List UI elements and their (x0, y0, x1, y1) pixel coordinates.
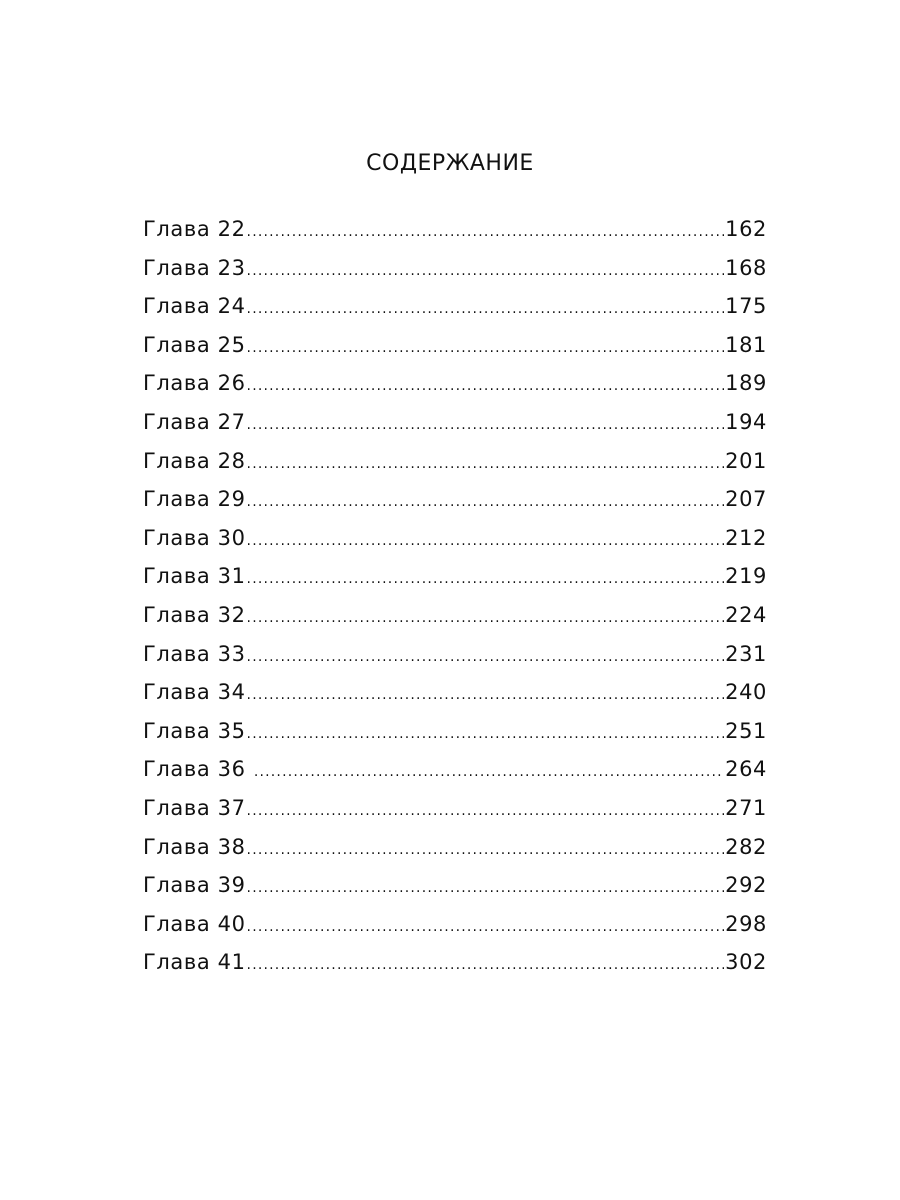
toc-entry (143, 712, 767, 751)
toc-chapter-label: Глава 33 (143, 641, 246, 666)
toc-dot-leader (247, 329, 725, 368)
toc-chapter-label: Глава 38 (143, 834, 246, 859)
toc-dot-leader (247, 869, 725, 908)
toc-entry (143, 635, 767, 674)
toc-page-number: 181 (725, 332, 767, 357)
toc-dot-leader (247, 560, 725, 599)
toc-page-number: 207 (725, 487, 767, 512)
toc-page-number: 201 (725, 448, 767, 473)
toc-entry (143, 596, 767, 635)
toc-dot-leader (247, 638, 725, 677)
toc-dot-leader (247, 290, 725, 329)
toc-dot-leader (247, 406, 725, 445)
toc-dot-leader (254, 753, 724, 792)
toc-page-number: 298 (725, 911, 767, 936)
toc-dot-leader (247, 792, 725, 831)
toc-dot-leader (247, 522, 725, 561)
toc-chapter-label: Глава 31 (143, 564, 246, 589)
toc-entry (143, 557, 767, 596)
toc-chapter-label: Глава 36 (143, 757, 253, 782)
toc-chapter-label: Глава 29 (143, 487, 246, 512)
toc-dot-leader (247, 715, 725, 754)
toc-dot-leader (247, 367, 725, 406)
toc-chapter-label: Глава 40 (143, 911, 246, 936)
toc-chapter-label: Глава 27 (143, 409, 246, 434)
toc-page-number: 292 (725, 873, 767, 898)
toc-page-number: 162 (725, 217, 767, 241)
toc-dot-leader (247, 676, 725, 715)
toc-entry (143, 905, 767, 944)
toc-chapter-label: Глава 23 (143, 255, 246, 280)
toc-chapter-label: Глава 22 (143, 217, 246, 241)
toc-chapter-label: Глава 28 (143, 448, 246, 473)
toc-chapter-label: Глава 30 (143, 525, 246, 550)
toc-chapter-label: Глава 32 (143, 602, 246, 627)
toc-dot-leader (247, 252, 725, 291)
toc-page-number: 212 (725, 525, 767, 550)
toc-chapter-label: Глава 37 (143, 795, 246, 820)
toc-dot-leader (247, 445, 725, 484)
toc-page-number: 231 (725, 641, 767, 666)
toc-chapter-label: Глава 35 (143, 718, 246, 743)
page-title: СОДЕРЖАНИЕ (366, 151, 534, 176)
toc-dot-leader (247, 213, 725, 252)
toc-page-number: 194 (725, 409, 767, 434)
toc-dot-leader (247, 946, 725, 985)
toc-page-number: 271 (725, 795, 767, 820)
toc-entry (143, 249, 767, 288)
toc-chapter-label: Глава 41 (143, 950, 246, 975)
toc-entry (143, 943, 767, 982)
toc-page-number: 282 (725, 834, 767, 859)
toc-chapter-label: Глава 26 (143, 371, 246, 396)
toc-chapter-label: Глава 39 (143, 873, 246, 898)
toc-entry (143, 519, 767, 558)
toc-entry (143, 866, 767, 905)
toc-page-number: 224 (725, 602, 767, 627)
toc-entry (143, 364, 767, 403)
toc-page-number: 302 (725, 950, 767, 975)
toc-page-number: 189 (725, 371, 767, 396)
table-of-contents (143, 210, 767, 982)
toc-page-number: 251 (725, 718, 767, 743)
toc-dot-leader (247, 908, 725, 947)
toc-entry (143, 750, 767, 789)
toc-dot-leader (247, 831, 725, 870)
toc-chapter-label: Глава 24 (143, 294, 246, 319)
toc-dot-leader (247, 483, 725, 522)
toc-entry (143, 326, 767, 365)
toc-page-number: 175 (725, 294, 767, 319)
toc-page-number: 240 (725, 680, 767, 705)
toc-entry (143, 673, 767, 712)
toc-entry (143, 442, 767, 481)
toc-entry (143, 287, 767, 326)
toc-page-number: 168 (725, 255, 767, 280)
toc-entry (143, 828, 767, 867)
toc-page-number: 264 (725, 757, 767, 782)
toc-entry (143, 480, 767, 519)
toc-entry (143, 210, 767, 249)
toc-entry (143, 789, 767, 828)
toc-page-number: 219 (725, 564, 767, 589)
toc-entry (143, 403, 767, 442)
toc-chapter-label: Глава 34 (143, 680, 246, 705)
toc-dot-leader (247, 599, 725, 638)
toc-chapter-label: Глава 25 (143, 332, 246, 357)
